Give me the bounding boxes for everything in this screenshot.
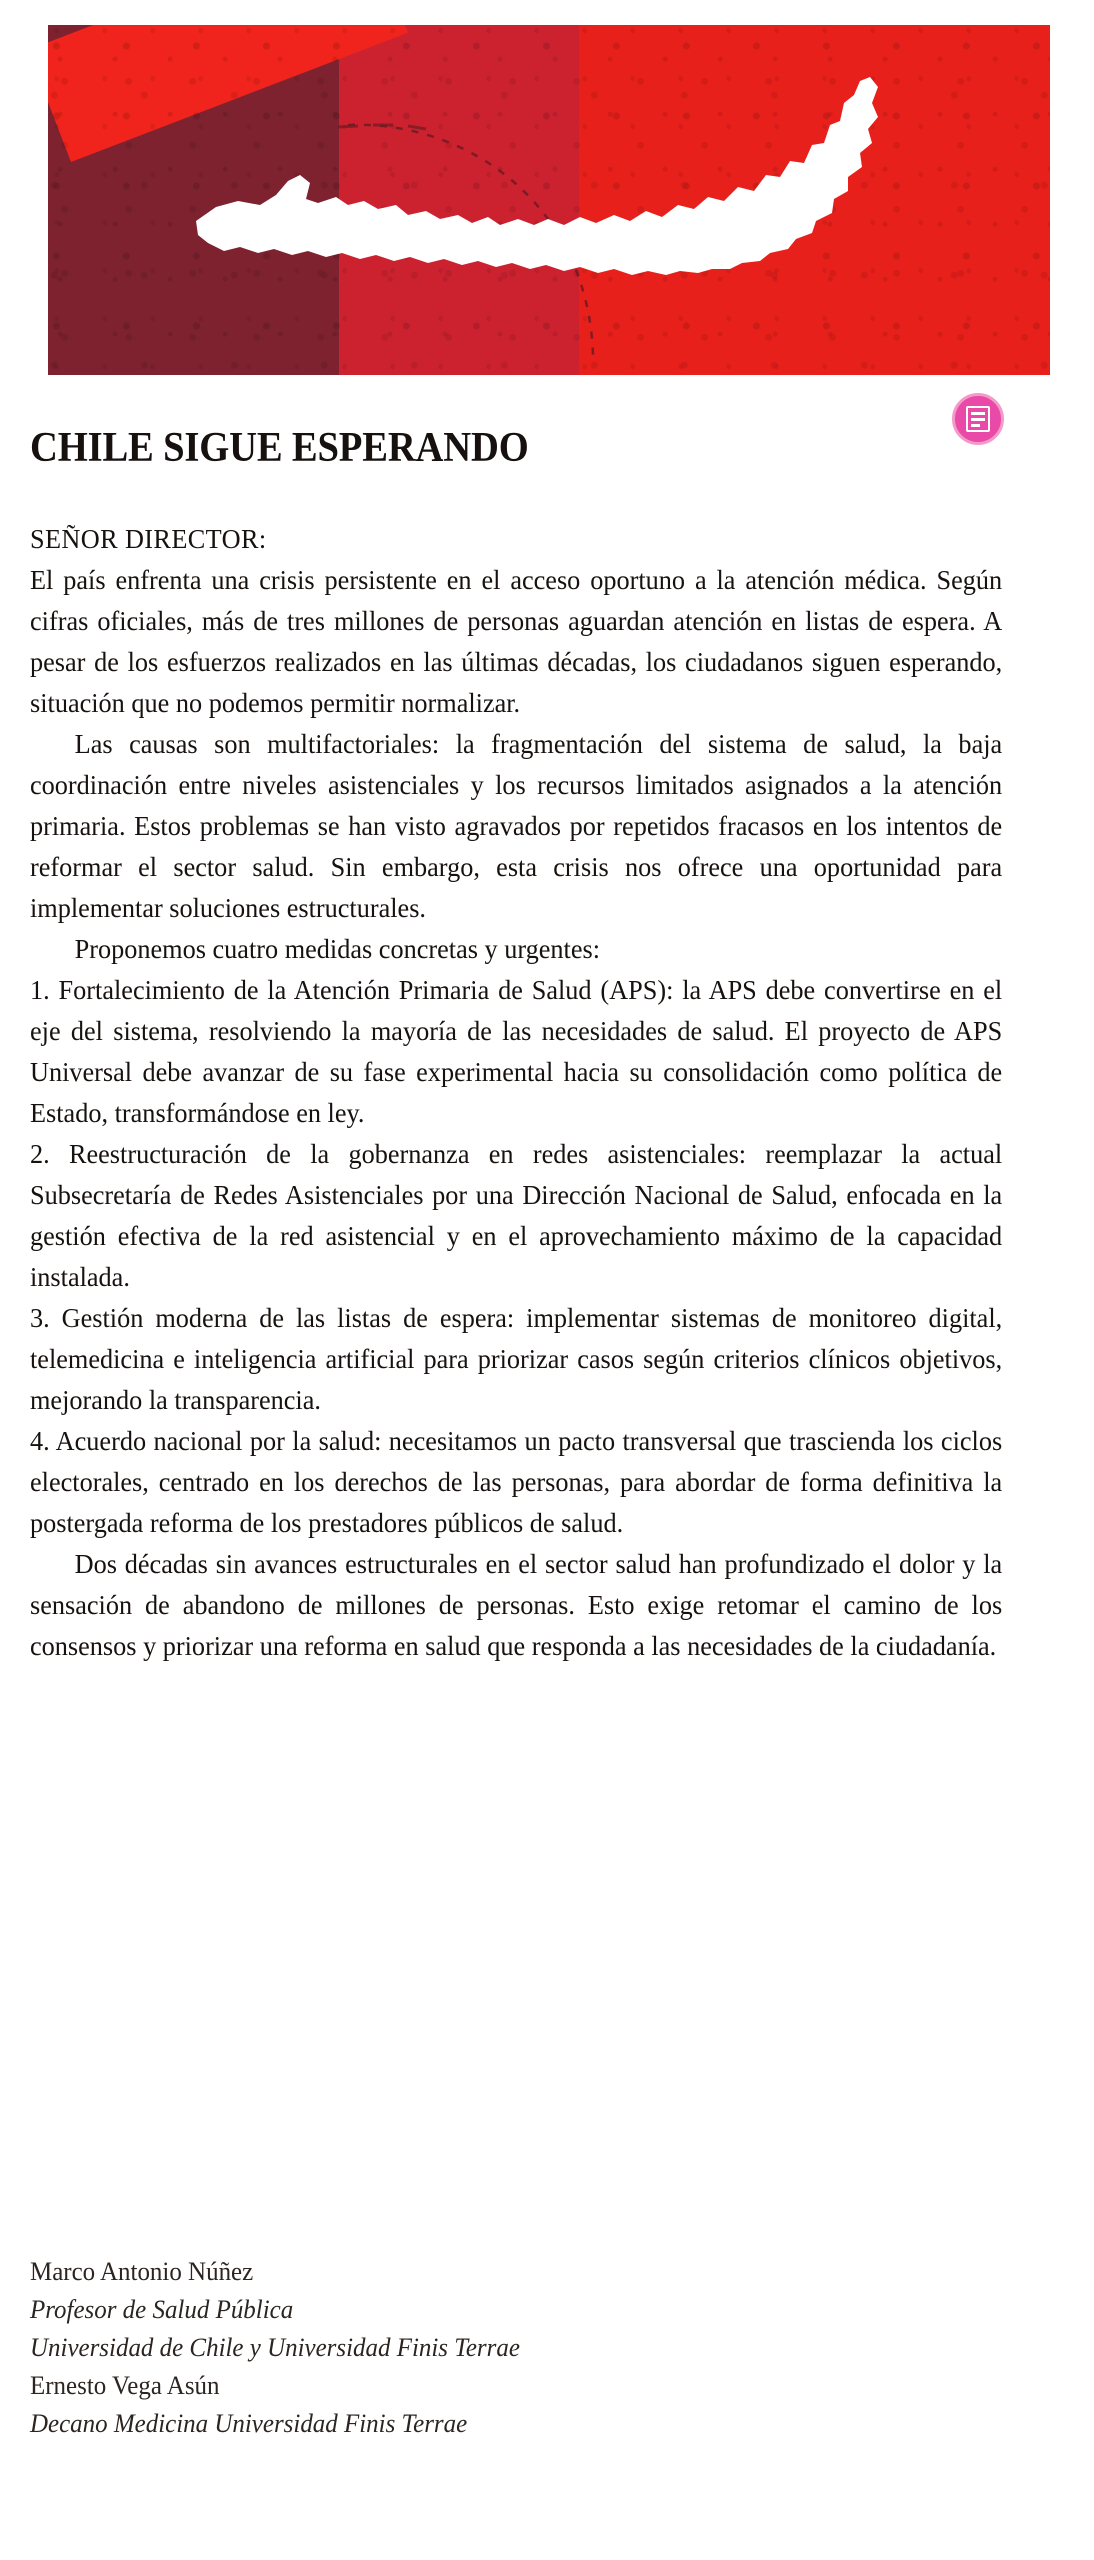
signatory-affiliation: Universidad de Chile y Universidad Finis Terrae bbox=[30, 2333, 520, 2362]
chile-map-silhouette bbox=[48, 25, 1050, 375]
signatory-role: Profesor de Salud Pública bbox=[30, 2295, 294, 2324]
paragraph-3: Proponemos cuatro medidas concretas y urgentes: bbox=[74, 933, 601, 964]
section-badge[interactable] bbox=[952, 393, 1004, 445]
signatory-name: Marco Antonio Núñez bbox=[30, 2257, 254, 2286]
proposal-item-2: 2. Reestructuración de la gobernanza en redes asistenciales: reemplazar la actual Subsecretaría de Redes Asistenciales por una Dirección Nacional de Salud, enfocada en la gestión efectiva de la red asistencial y en el aprovechamiento máximo de la capacidad instalada. bbox=[30, 1138, 1003, 1292]
paragraph-2: Las causas son multifactoriales: la fragmentación del sistema de salud, la baja coordinación entre niveles asistenciales y los recursos limitados asignados a la atención primaria. Estos problemas se han visto agravados por repetidos fracasos en los intentos de reformar el sector salud. Sin embargo, esta crisis nos ofrece una oportunidad para implementar soluciones estructurales. bbox=[30, 728, 1003, 923]
paragraph-1: El país enfrenta una crisis persistente en el acceso oportuno a la atención médica. Según cifras oficiales, más de tres millones de personas aguardan atención en listas de espera. A pesar de los esfuerzos realizados en las últimas décadas, los ciudadanos siguen esperando, situación que no podemos permitir normalizar. bbox=[30, 564, 1003, 718]
proposal-item-4: 4. Acuerdo nacional por la salud: necesitamos un pacto transversal que trascienda los ciclos electorales, centrado en los derechos de las personas, para abordar de forma definitiva la postergada reforma de los prestadores públicos de salud. bbox=[30, 1425, 1003, 1538]
letter-body bbox=[30, 518, 1002, 1666]
salutation: SEÑOR DIRECTOR: bbox=[30, 523, 267, 554]
page-title: CHILE SIGUE ESPERANDO bbox=[30, 425, 529, 472]
article-document-icon bbox=[966, 406, 990, 432]
article-illustration bbox=[48, 25, 1050, 375]
proposal-item-3: 3. Gestión moderna de las listas de espera: implementar sistemas de monitoreo digital, telemedicina e inteligencia artificial para priorizar casos según criterios clínicos objetivos, mejorando la transparencia. bbox=[30, 1302, 1003, 1415]
signatory-role: Decano Medicina Universidad Finis Terrae bbox=[30, 2409, 468, 2438]
paragraph-closing: Dos décadas sin avances estructurales en el sector salud han profundizado el dolor y la sensación de abandono de millones de personas. Esto exige retomar el camino de los consensos y priorizar una reforma en salud que responda a las necesidades de la ciudadanía. bbox=[30, 1548, 1003, 1661]
signature-block bbox=[30, 2253, 1007, 2443]
proposal-item-1: 1. Fortalecimiento de la Atención Primaria de Salud (APS): la APS debe convertirse en el eje del sistema, resolviendo la mayoría de las necesidades de salud. El proyecto de APS Universal debe avanzar de su fase experimental hacia su consolidación como política de Estado, transformándose en ley. bbox=[30, 974, 1003, 1128]
signatory-name: Ernesto Vega Asún bbox=[30, 2371, 220, 2400]
